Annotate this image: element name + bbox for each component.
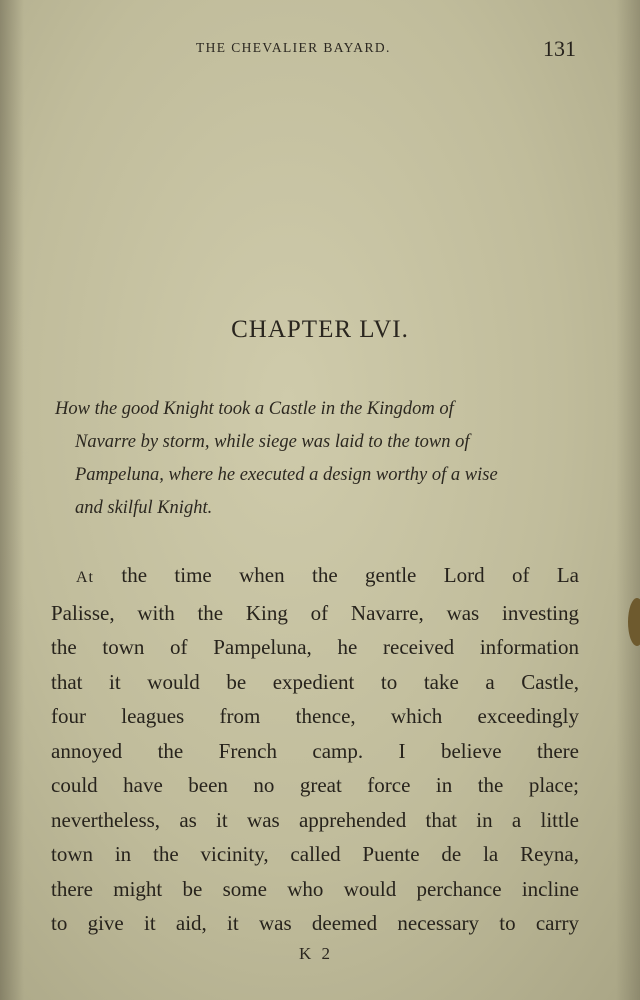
body-line: town in the vicinity, called Puente de la Reyna, xyxy=(51,842,579,866)
page-gutter-shadow xyxy=(0,0,24,1000)
running-head: THE CHEVALIER BAYARD. xyxy=(196,40,391,55)
signature-mark: K 2 xyxy=(299,944,334,963)
chapter-title: CHAPTER LVI. xyxy=(231,316,409,343)
first-line-rest: the time when the gentle Lord of La xyxy=(121,563,579,587)
opening-word: At xyxy=(76,569,94,586)
body-line: nevertheless, as it was apprehended that in a little xyxy=(51,807,579,832)
body-line: to give it aid, it was deemed necessary to carry xyxy=(51,911,579,935)
page-edge-shadow xyxy=(616,0,640,1000)
summary-line: Navarre by storm, while siege was laid to the town of xyxy=(75,432,470,452)
body-line: there might be some who would perchance incline xyxy=(51,876,579,901)
body-text xyxy=(51,558,579,941)
body-line: annoyed the French camp. I believe there xyxy=(51,738,579,763)
body-line: the town of Pampeluna, he received information xyxy=(51,635,579,659)
body-line: could have been no great force in the place; xyxy=(51,773,579,797)
body-line: four leagues from thence, which exceedingly xyxy=(51,704,579,728)
body-line xyxy=(51,558,579,596)
page-number: 131 xyxy=(543,36,576,61)
chapter-summary xyxy=(55,393,585,525)
summary-line: Pampeluna, where he executed a design worthy of a wise xyxy=(75,465,498,485)
body-line: that it would be expedient to take a Castle, xyxy=(51,669,579,694)
summary-line: How the good Knight took a Castle in the Kingdom of xyxy=(55,399,454,419)
page-edge-tab xyxy=(628,598,640,646)
body-line: Palisse, with the King of Navarre, was investing xyxy=(51,600,579,625)
summary-line: and skilful Knight. xyxy=(75,498,213,518)
